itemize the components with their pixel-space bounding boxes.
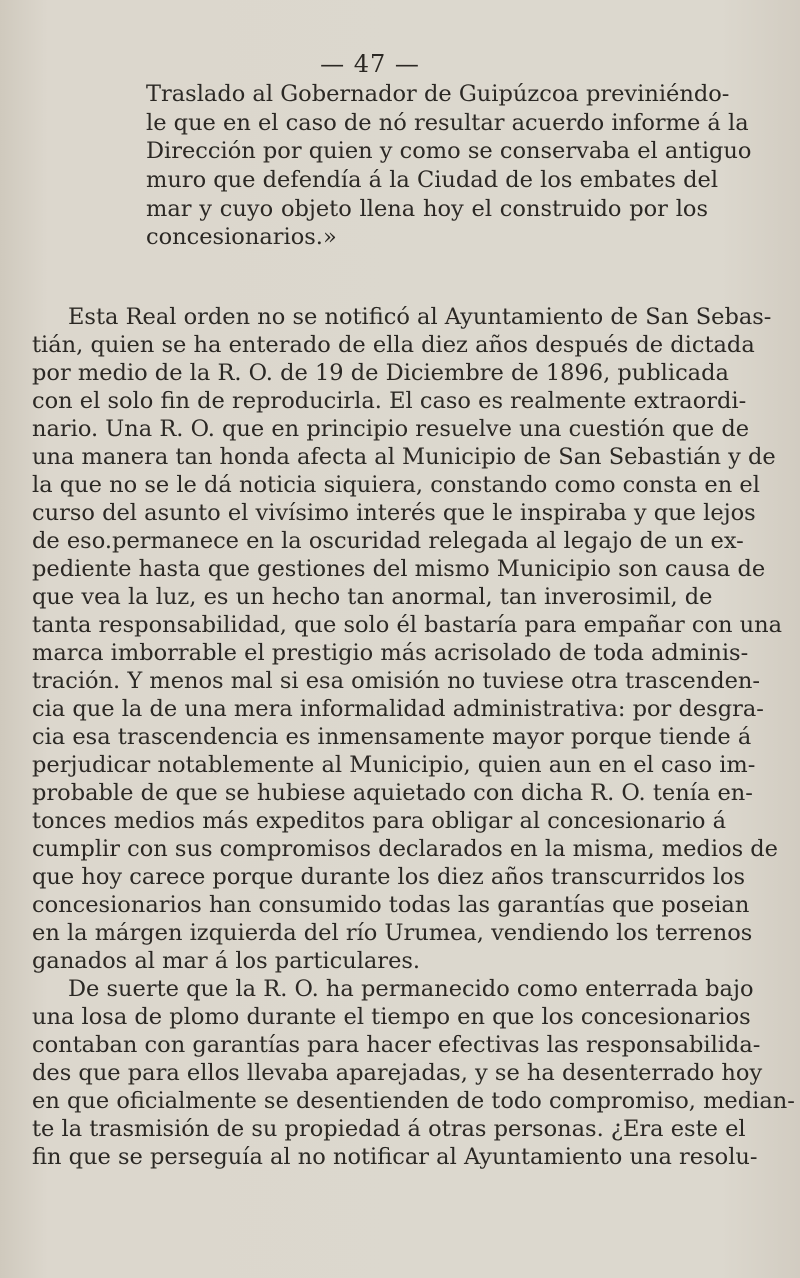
quote-line: concesionarios.» bbox=[146, 224, 337, 251]
paragraph-line: por medio de la R. O. de 19 de Diciembre de 1896, publicada bbox=[32, 360, 729, 386]
paragraph-line: curso del asunto el vivísimo interés que le inspiraba y que lejos bbox=[32, 500, 756, 526]
paragraph-line: tián, quien se ha enterado de ella diez años después de dictada bbox=[32, 332, 755, 358]
page-number: — 47 — bbox=[320, 50, 420, 78]
paragraph-line: probable de que se hubiese aquietado con dicha R. O. tenía en- bbox=[32, 780, 753, 806]
paragraph-line: de eso.permanece en la oscuridad relegada al legajo de un ex- bbox=[32, 528, 744, 554]
paragraph-line: una losa de plomo durante el tiempo en que los concesionarios bbox=[32, 1004, 751, 1030]
paragraph-line: la que no se le dá noticia siquiera, constando como consta en el bbox=[32, 472, 760, 498]
paragraph-line: en que oficialmente se desentienden de todo compromiso, median- bbox=[32, 1088, 795, 1114]
quote-line: muro que defendía á la Ciudad de los embates del bbox=[146, 167, 719, 194]
paragraph-line: contaban con garantías para hacer efectivas las responsabilida- bbox=[32, 1032, 761, 1058]
paragraph-line: que vea la luz, es un hecho tan anormal, tan inverosimil, de bbox=[32, 584, 713, 610]
paragraph-line: con el solo fin de reproducirla. El caso es realmente extraordi- bbox=[32, 388, 747, 414]
paragraph-line: perjudicar notablemente al Municipio, quien aun en el caso im- bbox=[32, 752, 756, 778]
paragraph-line: cumplir con sus compromisos declarados en la misma, medios de bbox=[32, 836, 778, 862]
paragraph-line: en la márgen izquierda del río Urumea, vendiendo los terrenos bbox=[32, 920, 753, 946]
paragraph-line: una manera tan honda afecta al Municipio de San Sebastián y de bbox=[32, 444, 776, 470]
paragraph-line: tonces medios más expeditos para obligar al concesionario á bbox=[32, 808, 727, 834]
paragraph-line: nario. Una R. O. que en principio resuelve una cuestión que de bbox=[32, 416, 750, 442]
quoted-order-text bbox=[146, 80, 752, 252]
paragraph-line: tración. Y menos mal si esa omisión no tuviese otra trascenden- bbox=[32, 668, 761, 694]
paragraph-line: des que para ellos llevaba aparejadas, y se ha desenterrado hoy bbox=[32, 1060, 763, 1086]
quote-line: mar y cuyo objeto llena hoy el construido por los bbox=[146, 195, 708, 222]
paragraph-line: pediente hasta que gestiones del mismo Municipio son causa de bbox=[32, 556, 766, 582]
paragraph-line: Esta Real orden no se notificó al Ayuntamiento de San Sebas- bbox=[68, 304, 772, 330]
paragraph-1 bbox=[32, 304, 783, 976]
quote-line: Dirección por quien y como se conservaba el antiguo bbox=[146, 138, 752, 165]
paragraph-line: que hoy carece porque durante los diez años transcurridos los bbox=[32, 864, 746, 890]
body-text bbox=[32, 304, 795, 1172]
paragraph-line: cia esa trascendencia es inmensamente mayor porque tiende á bbox=[32, 724, 752, 750]
paragraph-line: De suerte que la R. O. ha permanecido como enterrada bajo bbox=[68, 976, 754, 1002]
paragraph-line: tanta responsabilidad, que solo él bastaría para empañar con una bbox=[32, 612, 783, 638]
paragraph-line: concesionarios han consumido todas las garantías que poseian bbox=[32, 892, 750, 918]
paragraph-line: fin que se perseguía al no notificar al Ayuntamiento una resolu- bbox=[32, 1144, 758, 1170]
paragraph-line: marca imborrable el prestigio más acrisolado de toda adminis- bbox=[32, 640, 749, 666]
quote-line: Traslado al Gobernador de Guipúzcoa previniéndo- bbox=[146, 81, 730, 107]
paragraph-2 bbox=[32, 976, 795, 1172]
paragraph-line: te la trasmisión de su propiedad á otras personas. ¿Era este el bbox=[32, 1116, 746, 1142]
paragraph-line: cia que la de una mera informalidad administrativa: por desgra- bbox=[32, 696, 764, 722]
quote-line: le que en el caso de nó resultar acuerdo informe á la bbox=[146, 109, 749, 136]
paragraph-line: ganados al mar á los particulares. bbox=[32, 948, 421, 974]
